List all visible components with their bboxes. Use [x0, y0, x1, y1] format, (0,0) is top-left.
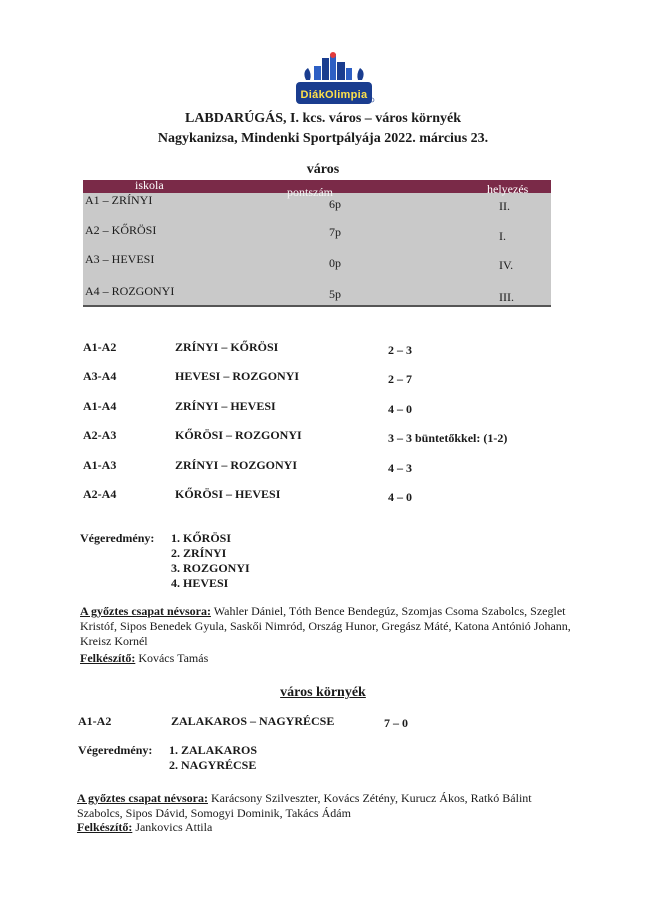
suburb-final-label: Végeredmény:: [78, 743, 153, 757]
match-teams: ZRÍNYI – KŐRÖSI: [175, 340, 279, 354]
row-school: A1 – ZRÍNYI: [85, 193, 153, 207]
suburb-section-title: város környék: [280, 685, 366, 700]
row-place: III.: [499, 290, 514, 304]
header-points: pontszám: [287, 185, 333, 199]
match-code: A2-A3: [83, 428, 117, 442]
match-score: 7 – 0: [384, 716, 408, 730]
match-code: A1-A3: [83, 458, 117, 472]
match-teams: ZRÍNYI – HEVESI: [175, 399, 276, 413]
final-place: 3. ROZGONYI: [171, 561, 250, 575]
match-score: 2 – 3: [388, 343, 412, 357]
match-teams: HEVESI – ROZGONYI: [175, 369, 300, 383]
coach-name: Kovács Tamás: [135, 651, 209, 665]
final-place: 2. ZRÍNYI: [171, 546, 227, 560]
roster-names: Wahler Dániel, Tóth Bence Bendegúz, Szomjas Csoma Szabolcs, Szeglet Kristóf, Sipos Benedek Gyula, Saskői Nimród, Ország Hunor, Gregász Máté, Katona Antónió Johann, Kreisz Kornél: [80, 604, 571, 648]
match-code: A1-A4: [83, 399, 117, 413]
final-result-list: [171, 531, 250, 591]
row-place: I.: [499, 229, 506, 243]
row-school: A3 – HEVESI: [85, 252, 155, 266]
match-teams: KŐRÖSI – ROZGONYI: [175, 428, 302, 442]
standings-table: [83, 180, 551, 307]
row-points: 6p: [329, 197, 341, 211]
standings-row: [83, 193, 551, 215]
final-place: 2. NAGYRÉCSE: [169, 758, 257, 772]
match-row: [0, 369, 646, 387]
row-school: A2 – KŐRÖSI: [85, 223, 157, 237]
final-place: 1. KŐRÖSI: [171, 531, 232, 545]
match-row: [0, 487, 646, 505]
match-teams: KŐRÖSI – HEVESI: [175, 487, 281, 501]
header-place: helyezés: [487, 182, 529, 196]
row-school: A4 – ROZGONYI: [85, 284, 175, 298]
standings-row: [83, 223, 551, 245]
row-points: 0p: [329, 256, 341, 270]
final-result-label: Végeredmény:: [80, 531, 155, 545]
match-teams: ZALAKAROS – NAGYRÉCSE: [171, 714, 335, 728]
logo-text: DiákOlimpia: [300, 89, 368, 101]
match-score: 3 – 3 büntetőkkel: (1-2): [388, 431, 508, 445]
match-code: A1-A2: [83, 340, 117, 354]
standings-row: [83, 284, 551, 306]
document-subtitle: Nagykanizsa, Mindenki Sportpályája 2022. március 23.: [157, 131, 489, 146]
row-place: II.: [499, 199, 510, 213]
document-title: LABDARÚGÁS, I. kcs. város – város környék: [184, 111, 461, 126]
coach-line: [80, 651, 208, 666]
suburb-match-row: [0, 714, 646, 732]
suburb-final-list: [169, 743, 257, 773]
match-code: A2-A4: [83, 487, 117, 501]
row-points: 7p: [329, 225, 341, 239]
match-teams: ZRÍNYI – ROZGONYI: [175, 458, 298, 472]
match-row: [0, 428, 646, 446]
coach-label: Felkészítő:: [77, 820, 133, 834]
match-score: 4 – 0: [388, 402, 412, 416]
final-place: 4. HEVESI: [171, 576, 229, 590]
row-place: IV.: [499, 258, 514, 272]
match-score: 2 – 7: [388, 372, 412, 386]
header-school: iskola: [135, 178, 164, 192]
winner-roster: [80, 604, 580, 649]
city-section-title: város: [306, 162, 340, 177]
final-place: 1. ZALAKAROS: [169, 743, 258, 757]
coach-label: Felkészítő:: [80, 651, 136, 665]
match-row: [0, 340, 646, 358]
suburb-winner-roster: [77, 791, 547, 821]
match-score: 4 – 0: [388, 490, 412, 504]
suburb-coach-line: [77, 820, 212, 835]
standings-header: [83, 178, 551, 199]
coach-name: Jankovics Attila: [132, 820, 213, 834]
row-points: 5p: [329, 287, 341, 301]
match-row: [0, 458, 646, 476]
match-code: A1-A2: [78, 714, 112, 728]
roster-names: Karácsony Szilveszter, Kovács Zétény, Kurucz Ákos, Ratkó Bálint Szabolcs, Sipos Dávid, Somogyi Dominik, Takács Ádám: [77, 791, 532, 820]
match-score: 4 – 3: [388, 461, 412, 475]
roster-label: A győztes csapat névsora:: [80, 604, 211, 618]
standings-row: [83, 252, 551, 274]
match-code: A3-A4: [83, 369, 117, 383]
match-row: [0, 399, 646, 417]
roster-label: A győztes csapat névsora:: [77, 791, 208, 805]
